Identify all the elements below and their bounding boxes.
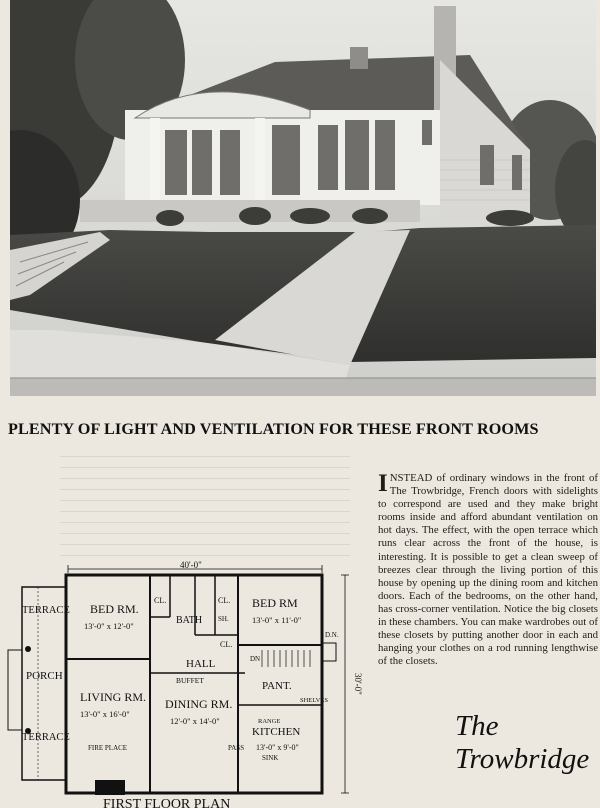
label-closet-3: CL. (220, 640, 233, 649)
label-range: RANGE (258, 718, 281, 725)
label-living-size: 13'-0" x 16'-0" (80, 709, 130, 719)
drop-cap: I (378, 470, 388, 497)
label-fireplace: FIRE PLACE (88, 744, 128, 752)
label-buffet: BUFFET (176, 676, 204, 685)
plan-depth-dim: 30'-0" (353, 673, 363, 695)
label-sink: SINK (262, 754, 279, 762)
label-bed-left: BED RM. (90, 602, 139, 616)
label-shelves: SHELVES (300, 697, 328, 704)
model-title-line-1: The (455, 710, 499, 742)
label-closet-2: CL. (218, 596, 231, 605)
label-dining-size: 12'-0" x 14'-0" (170, 716, 220, 726)
floor-plan (0, 555, 370, 808)
label-shower: SH. (218, 615, 229, 623)
label-hall: HALL (186, 658, 216, 670)
label-pass: PASS (228, 744, 245, 752)
model-title (455, 710, 589, 776)
label-kitchen: KITCHEN (252, 726, 301, 738)
label-dn-right: D.N. (325, 631, 339, 639)
label-terrace-top: TERRACE (22, 605, 70, 616)
label-bath: BATH (176, 615, 203, 626)
label-living: LIVING RM. (80, 690, 146, 704)
plan-width-dim: 40'-0" (180, 560, 202, 570)
label-kitchen-size: 13'-0" x 9'-0" (256, 743, 299, 752)
label-pantry: PANT. (262, 680, 292, 692)
label-bed-right: BED RM (252, 596, 298, 610)
plan-caption: FIRST FLOOR PLAN (103, 797, 231, 808)
headline: PLENTY OF LIGHT AND VENTILATION FOR THESE FRONT ROOMS (8, 420, 539, 438)
label-bed-right-size: 13'-0" x 11'-0" (252, 615, 302, 625)
label-dining: DINING RM. (165, 697, 233, 711)
bleed-through-text (60, 448, 350, 556)
label-porch: PORCH (26, 670, 63, 682)
label-dn-stairs: DN (250, 655, 261, 663)
label-terrace-bottom: TERRACE (22, 732, 70, 743)
house-photo (10, 0, 596, 396)
label-closet-1: CL. (154, 596, 167, 605)
description-paragraph (378, 472, 598, 668)
description-text: NSTEAD of ordinary windows in the front of The Trowbridge, French doors with sidelights to correspond are used and they make bright rooms inside and afford abundant ventilation on hot days. The effect, with the open terrace which runs clear across the front of the house, is interesting. It is possible to get a clean sweep of breezes clear through the living portion of this house by opening up the dining room and kitchen doors. Each of the bedrooms, on the other hand, has cross-corner ventilation. Notice the big closets in these chambers. You can make wardrobes out of these closets by putting another door in each and hanging your clothes on a rod running lengthwise of the closets. (378, 472, 598, 668)
label-bed-left-size: 13'-0" x 12'-0" (84, 621, 134, 631)
model-title-line-2: Trowbridge (455, 743, 590, 775)
